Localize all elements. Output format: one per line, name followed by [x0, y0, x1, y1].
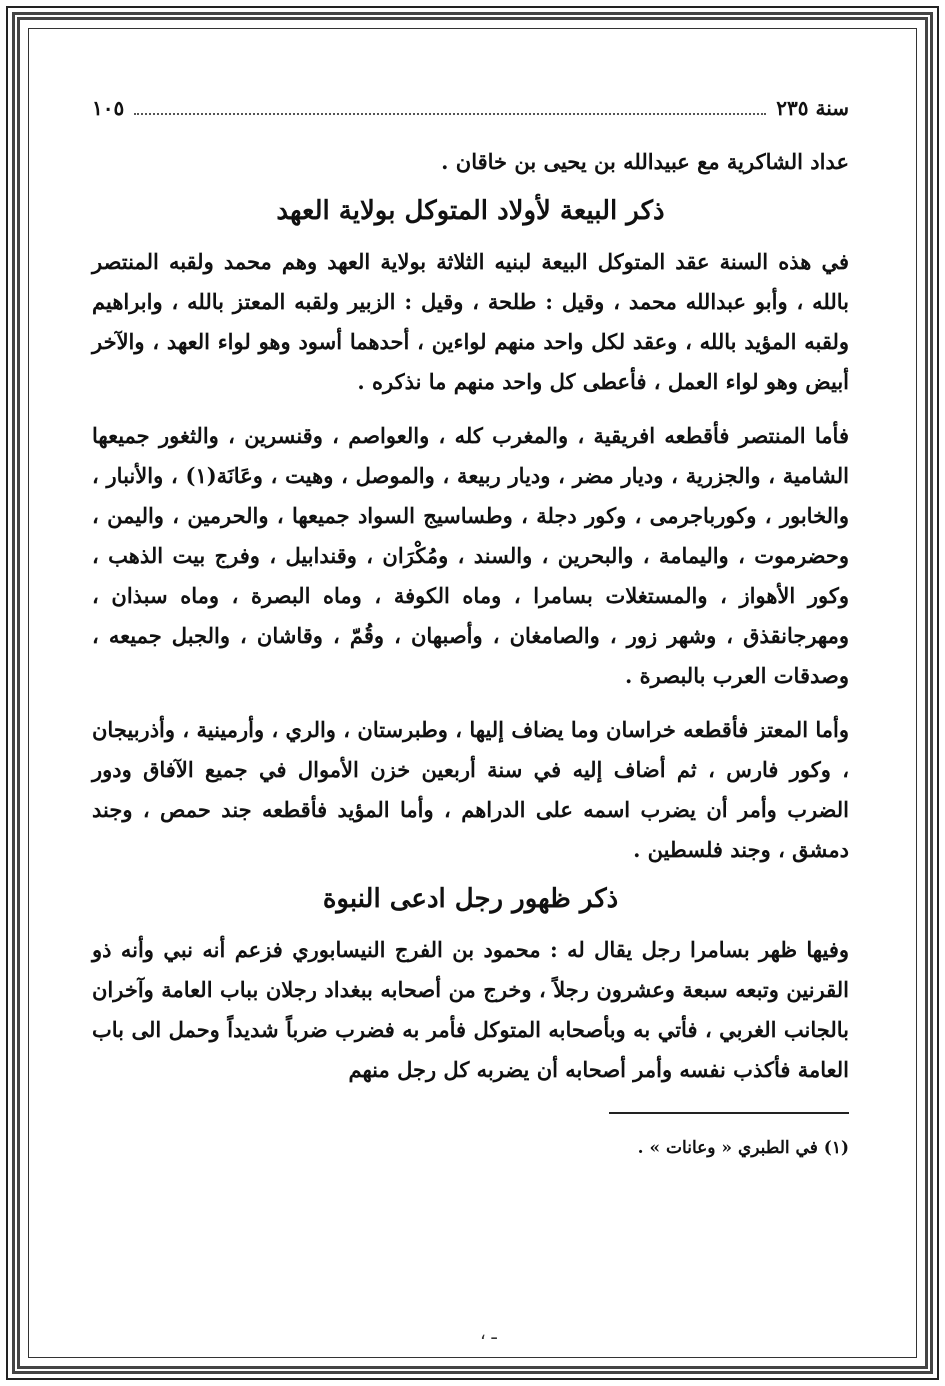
- page-content: [92, 96, 849, 1306]
- running-title: سنة ٢٣٥: [776, 96, 849, 120]
- header-dotted-leader: [134, 99, 766, 115]
- page-number: ١٠٥: [92, 96, 125, 120]
- section-heading-bayah: ذكر البيعة لأولاد المتوكل بولاية العهد: [276, 196, 665, 226]
- paragraph-continued: عداد الشاكرية مع عبيدالله بن يحيى بن خاقان .: [441, 149, 849, 174]
- footnote: (١) في الطبري « وعانات » .: [637, 1138, 849, 1158]
- paragraph-muntasir: فأما المنتصر فأقطعه افريقية ، والمغرب كله ، والعواصم ، وقنسرين ، والثغور جميعها الشامية ، والجزرية ، وديار مضر ، وديار ربيعة ، والموصل ، وهيت ، وعَانَة(١) ، والأنبار ، والخابور ، وكورباجرمى ، وكور دجلة ، وطساسيج السواد جميعها ، والحرمين ، واليمن ، وحضرموت ، واليمامة ، والبحرين ، والسند ، ومُكْرَان ، وقندابيل ، وفرج بيت الذهب ، وكور الأهواز ، والمستغلات بسامرا ، وماه الكوفة ، وماه البصرة ، وماه سبذان ، ومهرجانقذق ، وشهر زور ، والصامغان ، وأصبهان ، وقُمّ ، وقاشان ، والجبل جميعه ، وصدقات العرب بالبصرة .: [92, 423, 849, 688]
- paragraph-mutazz: وأما المعتز فأقطعه خراسان وما يضاف إليها ، وطبرستان ، والري ، وأرمينية ، وأذربيجان ، وكور فارس ، ثم أضاف إليه في سنة أربعين خزن الأموال في جميع الآفاق ودور الضرب وأمر أن يضرب اسمه على الدراهم ، وأما المؤيد فأقطعه جند حمص ، وجند دمشق ، وجند فلسطين .: [92, 717, 849, 862]
- section-heading-prophet-claimant: ذكر ظهور رجل ادعى النبوة: [322, 884, 619, 914]
- paragraph-prophet-claimant: وفيها ظهر بسامرا رجل يقال له : محمود بن الفرج النيسابوري فزعم أنه نبي وأنه ذو القرنين وتبعه سبعة وعشرون رجلاً ، وخرج من أصحابه ببغداد رجلان بباب العامة وآخران بالجانب الغربي ، فأتي به وبأصحابه المتوكل فأمر به فضرب ضرباً شديداً وحمل الى باب العامة فأكذب نفسه وأمر أصحابه أن يضربه كل رجل منهم: [92, 937, 849, 1082]
- footnote-rule: [609, 1112, 849, 1114]
- stray-marks: ، ـ: [480, 1323, 497, 1344]
- running-header: [92, 96, 849, 120]
- paragraph-bayah: في هذه السنة عقد المتوكل البيعة لبنيه الثلاثة بولاية العهد وهم محمد ولقبه المنتصر بالله ، وأبو عبدالله محمد ، وقيل : طلحة ، وقيل : الزبير ولقبه المعتز بالله ، وابراهيم ولقبه المؤيد بالله ، وعقد لكل واحد منهم لواءين ، أحدهما أسود وهو لواء العهد ، والآخر أبيض وهو لواء العمل ، فأعطى كل واحد منهم ما نذكره .: [92, 249, 849, 394]
